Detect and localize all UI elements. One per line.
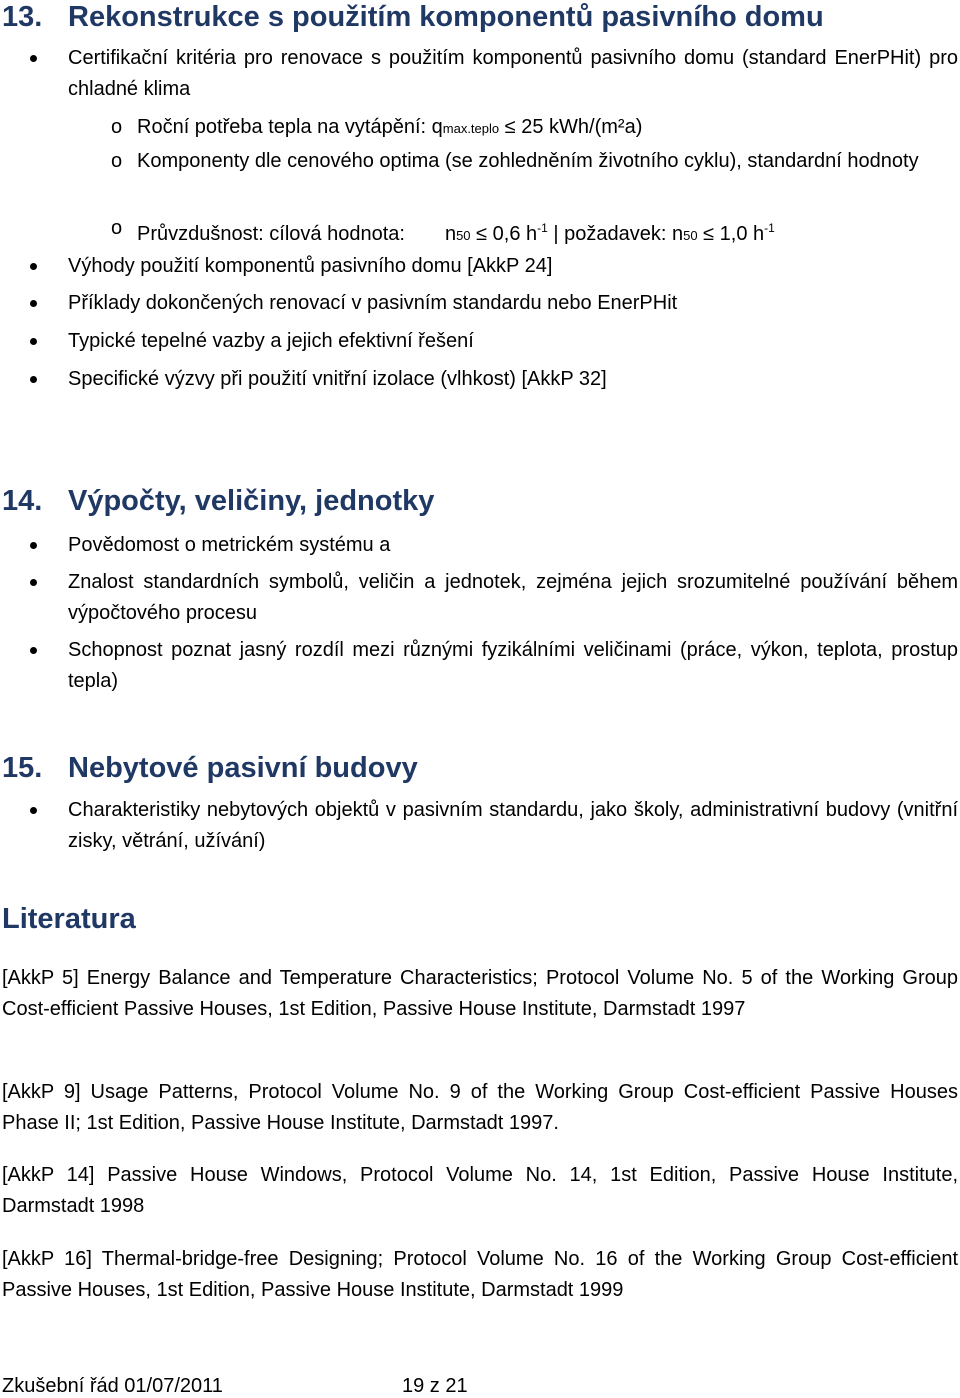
reference-entry: [AkkP 14] Passive House Windows, Protocol Volume No. 14, 1st Edition, Passive House Institute, Darmstadt 1998: [2, 1164, 958, 1217]
n50-subscript: 50: [683, 228, 698, 243]
section-number: 13.: [2, 1, 43, 33]
sub-item-airtightness: [111, 213, 958, 252]
heating-demand-value: 25 kWh/(m²a): [515, 116, 643, 138]
sub-item-heating-demand: [111, 112, 958, 145]
section-title: Rekonstrukce s použitím komponentů pasivního domu: [68, 1, 824, 33]
sub-marker: o: [111, 116, 123, 138]
sub-marker: o: [111, 150, 123, 172]
n50-subscript: 50: [456, 228, 471, 243]
footer-document-title: Zkušební řád 01/07/2011: [2, 1375, 223, 1397]
requirement-exponent: -1: [764, 221, 775, 235]
le-symbol: ≤: [703, 223, 715, 245]
bullet-item: Certifikační kritéria pro renovace s použitím komponentů pasivního domu (standard EnerPHit) pro chladné klima: [68, 43, 958, 104]
heating-demand-label: Roční potřeba tepla na vytápění: q: [137, 116, 443, 138]
section-title: Nebytové pasivní budovy: [68, 752, 418, 784]
requirement-label: | požadavek: n: [547, 223, 684, 245]
section-15-heading: [2, 751, 418, 785]
target-value: 0,6 h: [487, 223, 538, 245]
sub-marker: o: [111, 217, 123, 239]
bullet-item: Specifické výzvy při použití vnitřní izolace (vlhkost) [AkkP 32]: [68, 364, 958, 395]
section-number: 15.: [2, 752, 43, 784]
footer-page-number: 19 z 21: [402, 1375, 468, 1397]
sub-item-components: [111, 146, 958, 177]
requirement-value: 1,0 h: [714, 223, 765, 245]
section-number: 14.: [2, 485, 43, 517]
heating-demand-subscript: max.teplo: [442, 121, 500, 136]
bullet-item: Výhody použití komponentů pasivního domu [AkkP 24]: [68, 251, 958, 282]
bullet-item: Příklady dokončených renovací v pasivním standardu nebo EnerPHit: [68, 288, 958, 319]
airtightness-label: Průvzdušnost: cílová hodnota:: [137, 223, 405, 245]
bullet-item: Znalost standardních symbolů, veličin a jednotek, zejména jejich srozumitelné používání během výpočtového procesu: [68, 567, 958, 628]
target-exponent: -1: [537, 221, 548, 235]
le-symbol: ≤: [476, 223, 488, 245]
section-13-heading: [2, 0, 824, 34]
section-14-heading: [2, 484, 434, 518]
bullet-item: Charakteristiky nebytových objektů v pasivním standardu, jako školy, administrativní budovy (vnitřní zisky, větrání, užívání): [68, 795, 958, 856]
n50-symbol: n: [444, 223, 457, 245]
reference-entry: [AkkP 16] Thermal-bridge-free Designing; Protocol Volume No. 16 of the Working Group Cost-efficient Passive Houses, 1st Edition, Passive House Institute, Darmstadt 1999: [2, 1248, 958, 1301]
reference-entry: [AkkP 9] Usage Patterns, Protocol Volume No. 9 of the Working Group Cost-efficient Passive Houses Phase II; 1st Edition, Passive House Institute, Darmstadt 1997.: [2, 1081, 958, 1134]
reference-entry: [AkkP 5] Energy Balance and Temperature Characteristics; Protocol Volume No. 5 of the Working Group Cost-efficient Passive Houses, 1st Edition, Passive House Institute, Darmstadt 1997: [2, 967, 958, 1020]
le-symbol: ≤: [504, 116, 516, 138]
bullet-item: Typické tepelné vazby a jejich efektivní řešení: [68, 326, 958, 357]
bullet-item: Povědomost o metrickém systému a: [68, 530, 958, 561]
section-title: Výpočty, veličiny, jednotky: [68, 485, 435, 517]
bullet-item: Schopnost poznat jasný rozdíl mezi různými fyzikálními veličinami (práce, výkon, teplota, prostup tepla): [68, 635, 958, 696]
components-text: Komponenty dle cenového optima (se zohledněním životního cyklu), standardní hodnoty: [137, 150, 919, 172]
literature-heading: Literatura: [2, 903, 136, 935]
